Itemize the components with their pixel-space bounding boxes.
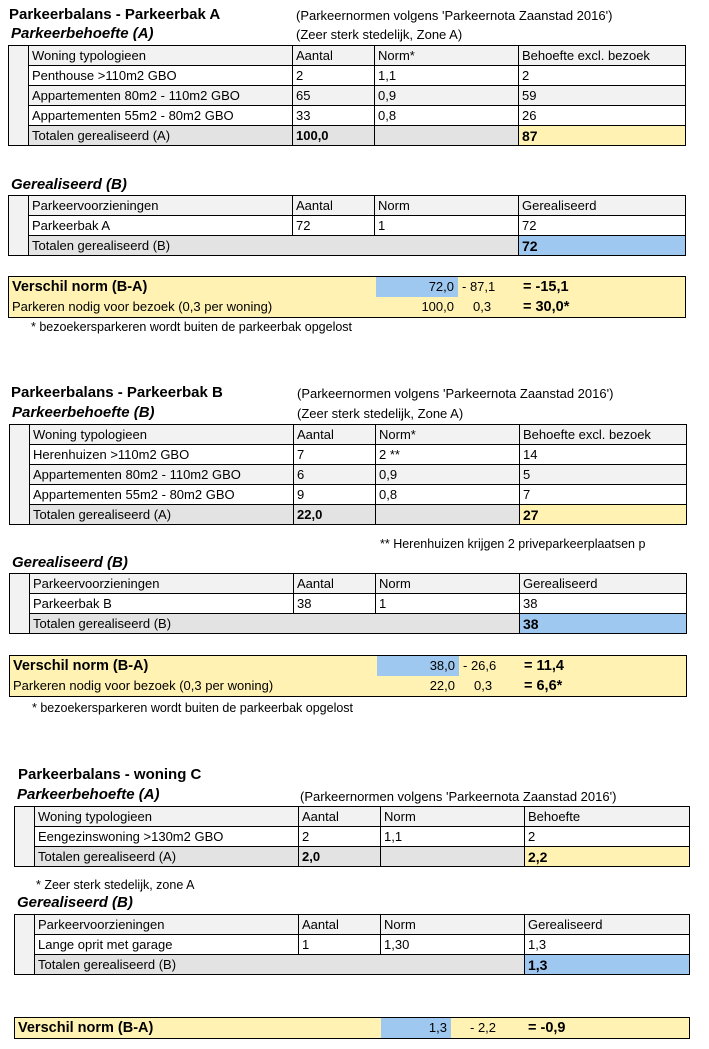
table-header-row (9, 196, 686, 216)
total-behoefte: 87 (519, 126, 686, 146)
total-aantal: 100,0 (293, 126, 375, 146)
header-cell: Gerealiseerd (520, 574, 687, 594)
table-cell: 59 (519, 86, 686, 106)
table-cell: Appartementen 80m2 - 110m2 GBO (30, 465, 294, 485)
section-b-verschil-box (9, 655, 687, 697)
table-cell: 7 (294, 445, 376, 465)
verschil-result: = -0,9 (528, 1020, 566, 1036)
row-stub (10, 425, 30, 525)
table-cell: 33 (293, 106, 375, 126)
table-cell: 2 (525, 827, 690, 847)
table-cell: Appartementen 80m2 - 110m2 GBO (29, 86, 293, 106)
total-label: Totalen gerealiseerd (B) (29, 236, 519, 256)
table-row (10, 465, 687, 485)
table-cell: 2 (519, 66, 686, 86)
row-stub (9, 46, 29, 146)
table-row (9, 66, 686, 86)
verschil-b-value: 1,3 (381, 1018, 451, 1038)
table-cell: 1 (299, 935, 381, 955)
table-cell: Lange oprit met garage (35, 935, 299, 955)
table-cell: Appartementen 55m2 - 80m2 GBO (30, 485, 294, 505)
table-cell: 2 (293, 66, 375, 86)
section-b-norm-note: (Parkeernormen volgens 'Parkeernota Zaanstad 2016') (297, 386, 614, 401)
table-total-row (10, 614, 687, 634)
verschil-result: = -15,1 (523, 279, 569, 295)
total-label: Totalen gerealiseerd (A) (29, 126, 293, 146)
table-header-row (15, 807, 690, 827)
header-cell: Aantal (294, 574, 376, 594)
row-stub (15, 807, 35, 867)
total-norm (381, 847, 525, 867)
total-behoefte: 2,2 (525, 847, 690, 867)
table-cell: 6 (294, 465, 376, 485)
header-cell: Aantal (299, 915, 381, 935)
table-cell: Appartementen 55m2 - 80m2 GBO (29, 106, 293, 126)
header-cell: Parkeervoorzieningen (35, 915, 299, 935)
table-cell: 9 (294, 485, 376, 505)
verschil-label: Verschil norm (B-A) (18, 1020, 154, 1036)
section-b-gerealiseerd-table (9, 573, 687, 634)
header-cell: Parkeervoorzieningen (30, 574, 294, 594)
table-cell: 1,1 (375, 66, 519, 86)
section-b-footnote: * bezoekersparkeren wordt buiten de parkeerbak opgelost (32, 701, 354, 715)
table-cell: 2 ** (376, 445, 520, 465)
total-gerealiseerd: 72 (519, 236, 686, 256)
table-row (10, 485, 687, 505)
visit-label: Parkeren nodig voor bezoek (0,3 per woning) (12, 299, 273, 314)
verschil-a-value: - 87,1 (462, 279, 496, 294)
header-cell: Norm (375, 196, 519, 216)
section-b-zone-note: (Zeer sterk stedelijk, Zone A) (297, 406, 464, 421)
visit-row (9, 297, 685, 317)
table-row (9, 86, 686, 106)
section-a-verschil-box (8, 276, 686, 318)
table-cell: 2 (299, 827, 381, 847)
section-b-title: Parkeerbalans - Parkeerbak B (11, 384, 223, 401)
section-a-title: Parkeerbalans - Parkeerbak A (9, 6, 221, 23)
header-cell: Woning typologieen (35, 807, 299, 827)
header-cell: Aantal (299, 807, 381, 827)
header-cell: Aantal (293, 196, 375, 216)
table-cell: Parkeerbak B (30, 594, 294, 614)
header-cell: Norm (381, 915, 525, 935)
total-behoefte: 27 (520, 505, 687, 525)
table-cell: 0,8 (375, 106, 519, 126)
table-header-row (9, 46, 686, 66)
table-cell: 38 (294, 594, 376, 614)
section-a-gerealiseerd-table (8, 195, 686, 256)
table-row (9, 106, 686, 126)
table-total-row (9, 236, 686, 256)
verschil-row (9, 277, 685, 297)
section-b-gerealiseerd-title: Gerealiseerd (B) (12, 554, 128, 571)
visit-result: = 6,6* (524, 678, 563, 694)
section-c-norm-note: (Parkeernormen volgens 'Parkeernota Zaanstad 2016') (300, 789, 617, 804)
header-cell: Behoefte (525, 807, 690, 827)
header-cell: Norm (376, 574, 520, 594)
table-row (15, 935, 690, 955)
table-cell: 72 (519, 216, 686, 236)
total-aantal: 2,0 (299, 847, 381, 867)
verschil-b-value: 72,0 (376, 277, 458, 297)
herenhuizen-note: ** Herenhuizen krijgen 2 priveparkeerplaatsen p (380, 537, 646, 551)
section-c-behoefte-table (14, 806, 690, 867)
header-cell: Behoefte excl. bezoek (519, 46, 686, 66)
verschil-a-value: - 26,6 (463, 658, 497, 673)
total-label: Totalen gerealiseerd (B) (30, 614, 520, 634)
visit-count: 100,0 (421, 299, 454, 314)
table-header-row (10, 425, 687, 445)
table-cell: Herenhuizen >110m2 GBO (30, 445, 294, 465)
table-cell: Penthouse >110m2 GBO (29, 66, 293, 86)
table-cell: 38 (520, 594, 687, 614)
table-row (15, 827, 690, 847)
verschil-result: = 11,4 (524, 658, 564, 674)
table-header-row (10, 574, 687, 594)
verschil-label: Verschil norm (B-A) (13, 658, 149, 674)
total-label: Totalen gerealiseerd (A) (30, 505, 294, 525)
header-cell: Norm* (376, 425, 520, 445)
verschil-label: Verschil norm (B-A) (12, 279, 148, 295)
header-cell: Aantal (293, 46, 375, 66)
visit-row (10, 676, 686, 696)
section-b-behoefte-table (9, 424, 687, 525)
table-cell: 1,1 (381, 827, 525, 847)
section-c-zone-note: * Zeer sterk stedelijk, zone A (36, 878, 195, 892)
verschil-row (10, 656, 686, 676)
total-norm (376, 505, 520, 525)
section-c-behoefte-title: Parkeerbehoefte (A) (17, 786, 160, 803)
section-c-gerealiseerd-table (14, 914, 690, 975)
section-a-zone-note: (Zeer sterk stedelijk, Zone A) (296, 27, 463, 42)
table-cell: 14 (520, 445, 687, 465)
table-total-row (9, 126, 686, 146)
header-cell: Parkeervoorzieningen (29, 196, 293, 216)
visit-result: = 30,0* (523, 299, 570, 315)
section-a-gerealiseerd-title: Gerealiseerd (B) (11, 176, 127, 193)
header-cell: Gerealiseerd (519, 196, 686, 216)
row-stub (9, 196, 29, 256)
visit-factor: 0,3 (473, 299, 492, 314)
table-cell: 1,3 (525, 935, 690, 955)
table-total-row (15, 847, 690, 867)
verschil-a-value: - 2,2 (470, 1020, 497, 1035)
table-total-row (15, 955, 690, 975)
total-label: Totalen gerealiseerd (A) (35, 847, 299, 867)
table-row (9, 216, 686, 236)
table-row (10, 445, 687, 465)
section-c-verschil-box (14, 1017, 690, 1039)
section-c-title: Parkeerbalans - woning C (18, 766, 202, 783)
table-cell: 1 (376, 594, 520, 614)
table-cell: Parkeerbak A (29, 216, 293, 236)
table-total-row (10, 505, 687, 525)
visit-label: Parkeren nodig voor bezoek (0,3 per woning) (13, 678, 274, 693)
visit-factor: 0,3 (474, 678, 493, 693)
table-cell: 0,8 (376, 485, 520, 505)
table-cell: 0,9 (375, 86, 519, 106)
total-aantal: 22,0 (294, 505, 376, 525)
section-a-behoefte-table (8, 45, 686, 146)
section-b-behoefte-title: Parkeerbehoefte (B) (12, 404, 155, 421)
table-cell: 1 (375, 216, 519, 236)
verschil-row (15, 1018, 689, 1038)
table-cell: 26 (519, 106, 686, 126)
header-cell: Woning typologieen (29, 46, 293, 66)
table-header-row (15, 915, 690, 935)
section-a-behoefte-title: Parkeerbehoefte (A) (11, 25, 154, 42)
visit-count: 22,0 (429, 678, 455, 693)
section-c-gerealiseerd-title: Gerealiseerd (B) (17, 894, 133, 911)
section-a-norm-note: (Parkeernormen volgens 'Parkeernota Zaanstad 2016') (296, 8, 613, 23)
header-cell: Gerealiseerd (525, 915, 690, 935)
table-cell: 7 (520, 485, 687, 505)
table-cell: Eengezinswoning >130m2 GBO (35, 827, 299, 847)
total-gerealiseerd: 1,3 (525, 955, 690, 975)
row-stub (10, 574, 30, 634)
header-cell: Norm* (375, 46, 519, 66)
table-cell: 5 (520, 465, 687, 485)
table-cell: 72 (293, 216, 375, 236)
row-stub (15, 915, 35, 975)
total-norm (375, 126, 519, 146)
table-row (10, 594, 687, 614)
table-cell: 65 (293, 86, 375, 106)
table-cell: 0,9 (376, 465, 520, 485)
total-gerealiseerd: 38 (520, 614, 687, 634)
total-label: Totalen gerealiseerd (B) (35, 955, 525, 975)
table-cell: 1,30 (381, 935, 525, 955)
section-a-footnote: * bezoekersparkeren wordt buiten de parkeerbak opgelost (31, 320, 353, 334)
header-cell: Woning typologieen (30, 425, 294, 445)
header-cell: Norm (381, 807, 525, 827)
header-cell: Behoefte excl. bezoek (520, 425, 687, 445)
header-cell: Aantal (294, 425, 376, 445)
verschil-b-value: 38,0 (377, 656, 459, 676)
